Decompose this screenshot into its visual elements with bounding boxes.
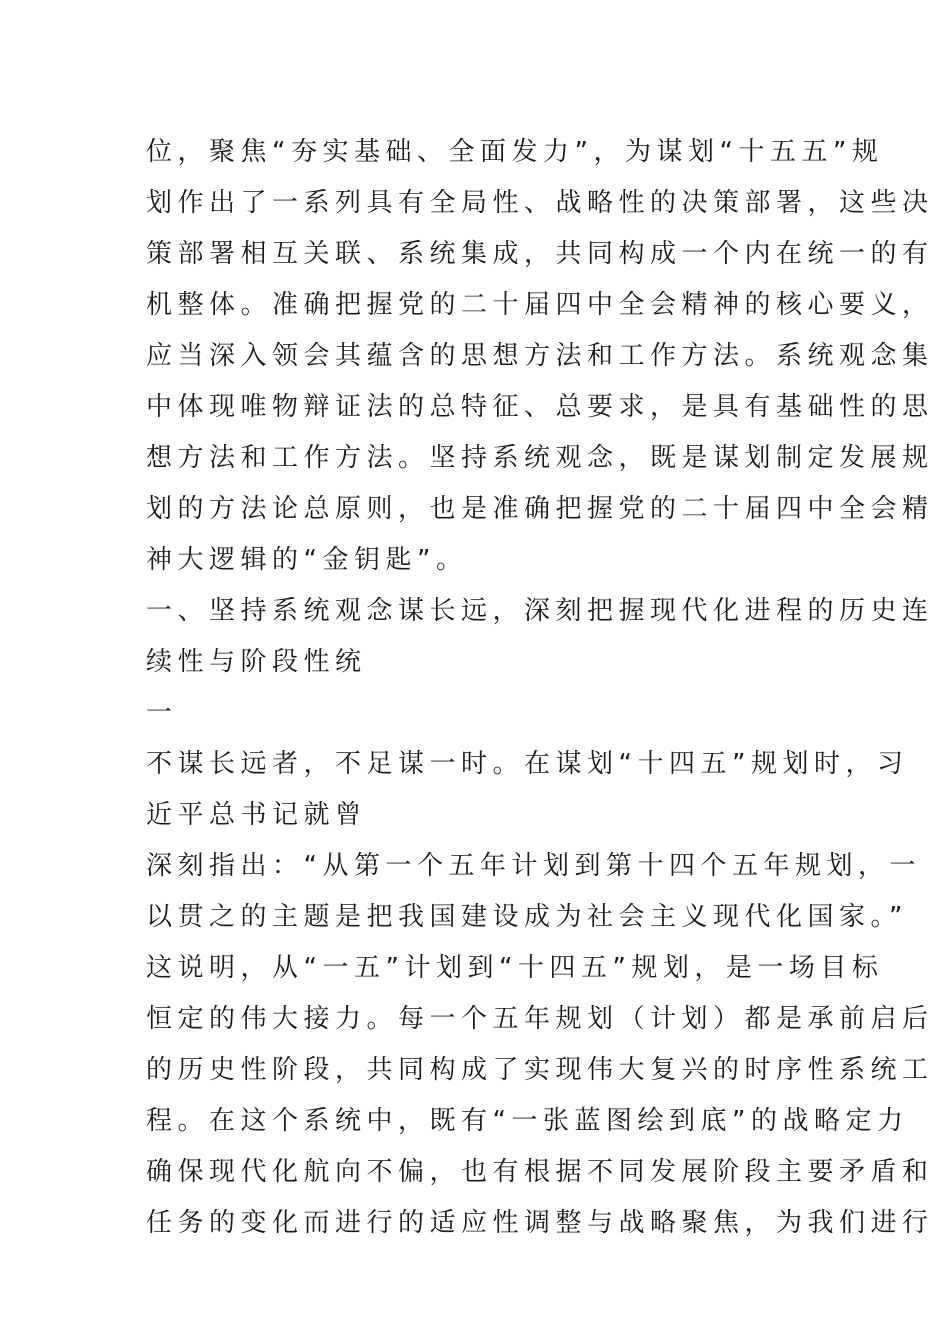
text-line: 位，聚焦“夯实基础、全面发力”，为谋划“十五五”规 <box>146 137 884 167</box>
text-line: 划作出了一系列具有全局性、战略性的决策部署，这些决 <box>146 188 934 218</box>
text-line: 机整体。准确把握党的二十届四中全会精神的核心要义， <box>146 290 934 320</box>
text-line: 想方法和工作方法。坚持系统观念，既是谋划制定发展规 <box>146 443 934 473</box>
section-heading-line: 续性与阶段性统 <box>146 647 367 677</box>
text-line: 确保现代化航向不偏，也有根据不同发展阶段主要矛盾和 <box>146 1157 934 1187</box>
text-line: 恒定的伟大接力。每一个五年规划（计划）都是承前启后 <box>146 1004 934 1034</box>
text-line: 深刻指出：“从第一个五年计划到第十四个五年规划，一 <box>146 851 921 881</box>
text-line: 应当深入领会其蕴含的思想方法和工作方法。系统观念集 <box>146 341 934 371</box>
text-line: 以贯之的主题是把我国建设成为社会主义现代化国家。” <box>146 902 908 932</box>
text-line: 这说明，从“一五”计划到“十四五”规划，是一场目标 <box>146 953 884 983</box>
text-line: 划的方法论总原则，也是准确把握党的二十届四中全会精 <box>146 494 934 524</box>
text-line: 任务的变化而进行的适应性调整与战略聚焦，为我们进行 <box>146 1208 934 1238</box>
text-line: 策部署相互关联、系统集成，共同构成一个内在统一的有 <box>146 239 934 269</box>
text-line: 神大逻辑的“金钥匙”。 <box>146 545 468 575</box>
text-line: 近平总书记就曾 <box>146 800 367 830</box>
text-line: 的历史性阶段，共同构成了实现伟大复兴的时序性系统工 <box>146 1055 934 1085</box>
text-line: 中体现唯物辩证法的总特征、总要求，是具有基础性的思 <box>146 392 934 422</box>
text-line: 不谋长远者，不足谋一时。在谋划“十四五”规划时，习 <box>146 749 909 779</box>
text-line: 程。在这个系统中，既有“一张蓝图绘到底”的战略定力 <box>146 1106 909 1136</box>
section-heading-line: 一 <box>146 698 178 728</box>
section-heading-line: 一、坚持系统观念谋长远，深刻把握现代化进程的历史连 <box>146 596 934 626</box>
